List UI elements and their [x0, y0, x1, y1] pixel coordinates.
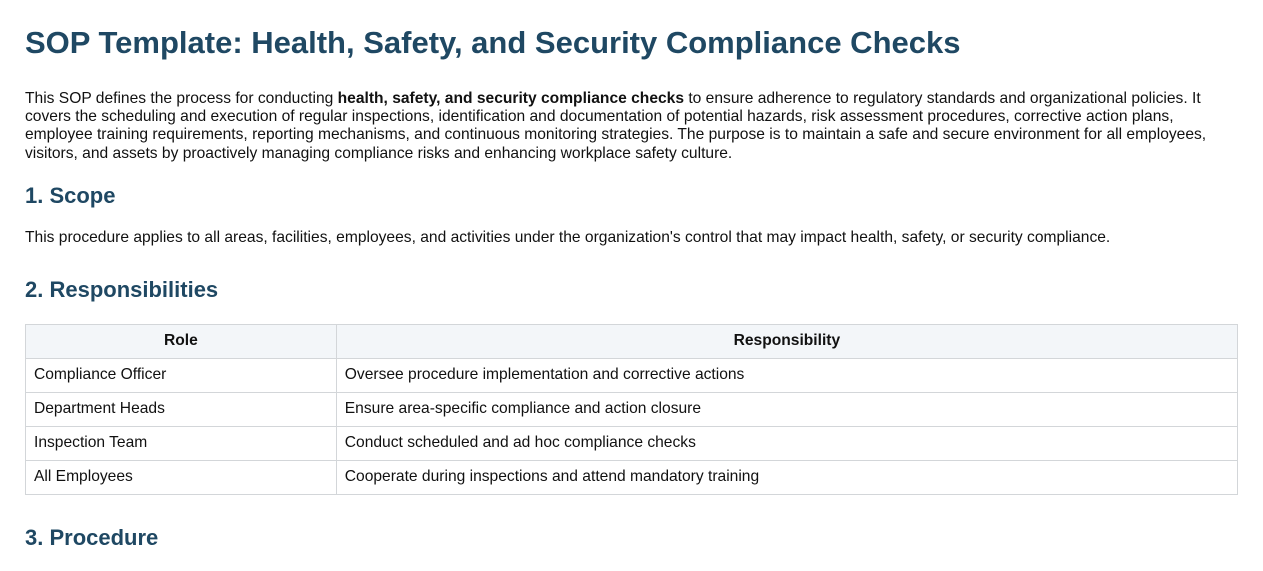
scope-heading: 1. Scope: [25, 182, 116, 208]
responsibility-cell: Ensure area-specific compliance and action closure: [336, 392, 1237, 426]
responsibility-cell: Cooperate during inspections and attend mandatory training: [336, 460, 1237, 494]
role-cell: Compliance Officer: [26, 358, 337, 392]
procedure-heading: 3. Procedure: [25, 524, 159, 550]
role-cell: All Employees: [26, 460, 337, 494]
intro-text-end: to ensure adherence to regulatory standards and organizational policies. It covers the scheduling and execution of regular inspections, identification and documentation of potential hazards, risk assessment procedures, corrective action plans, employee training requirements, reporting mechanisms, and continuous monitoring strategies. The purpose is to maintain a safe and secure environment for all employees, visitors, and assets by proactively managing compliance risks and enhancing workplace safety culture.: [25, 90, 1207, 162]
responsibilities-heading: 2. Responsibilities: [25, 276, 219, 302]
intro-text-bold: health, safety, and security compliance checks: [337, 90, 685, 107]
responsibility-cell: Oversee procedure implementation and corrective actions: [336, 358, 1237, 392]
intro-text-start: This SOP defines the process for conducting: [25, 90, 338, 107]
table-header-row: [26, 324, 1238, 358]
column-header-responsibility: Responsibility: [336, 324, 1237, 358]
table-row: [26, 426, 1238, 460]
responsibility-cell: Conduct scheduled and ad hoc compliance checks: [336, 426, 1237, 460]
table-row: [26, 460, 1238, 494]
intro-paragraph: [25, 90, 1238, 163]
table-row: [26, 392, 1238, 426]
role-cell: Department Heads: [26, 392, 337, 426]
table-row: [26, 358, 1238, 392]
role-cell: Inspection Team: [26, 426, 337, 460]
column-header-role: Role: [26, 324, 337, 358]
scope-text: This procedure applies to all areas, facilities, employees, and activities under the organization's control that may impact health, safety, or security compliance.: [25, 228, 1111, 246]
responsibilities-table: [25, 324, 1238, 495]
page-title: SOP Template: Health, Safety, and Security Compliance Checks: [25, 25, 961, 60]
